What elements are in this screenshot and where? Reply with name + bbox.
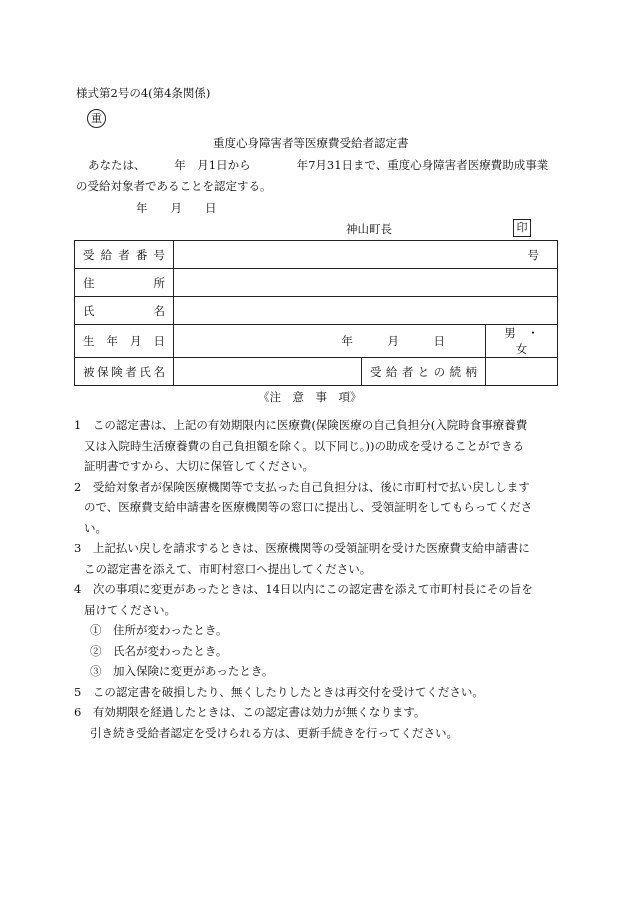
certification-line-2: の受給対象者であることを認定する。: [76, 179, 272, 193]
birthdate-label: 生年月日: [75, 325, 174, 358]
notes-list: [74, 415, 560, 743]
note-3-line-1: 3 上記払い戻しを請求するときは、医療機関等の受領証明を受けた医療費支給申請書に: [74, 541, 530, 555]
recipient-info-table: [74, 240, 558, 386]
notes-heading: 《注 意 事 項》: [258, 390, 362, 404]
note-1-line-3: 証明書ですから、大切に保管してください。: [84, 459, 314, 473]
document-title: 重度心身障害者等医療費受給者認定書: [213, 136, 409, 150]
issuer-name: 神山町長: [346, 222, 392, 236]
seal-mark: 印: [513, 219, 531, 237]
relation-label: 受給者との続柄: [362, 358, 486, 386]
certification-line-1: あなたは、 年 月1日から 年7月31日まで、重度心身障害者医療費助成事業: [88, 158, 549, 172]
note-4-item-1: ① 住所が変わったとき。: [90, 623, 228, 637]
name-label-char-1: 氏: [83, 303, 95, 318]
note-5: 5 この認定書を破損したり、無くしたりしたときは再交付を受けてください。: [74, 684, 484, 699]
address-label-char-1: 住: [83, 275, 95, 290]
note-2-line-3: い。: [84, 520, 107, 535]
note-6-line-1: 6 有効期限を経過したときは、この認定書は効力が無くなります。: [74, 705, 426, 719]
insured-name-field[interactable]: [174, 358, 362, 386]
form-number: 様式第2号の4(第4条関係): [76, 86, 211, 100]
insured-name-label: 被保険者氏名: [75, 358, 174, 386]
note-3-line-2: この認定書を添えて、市町村窓口へ提出してください。: [84, 561, 372, 576]
birthdate-field[interactable]: 年 月 日: [174, 325, 486, 358]
gender-field[interactable]: 男 ・ 女: [486, 325, 558, 358]
address-label-char-2: 所: [153, 275, 165, 290]
note-4-item-3: ③ 加入保険に変更があったとき。: [90, 664, 274, 678]
note-4-line-1: 4 次の事項に変更があったときは、14日以内にこの認定書を添えて市町村長にその旨を: [74, 582, 533, 596]
issue-date: 年 月 日: [136, 201, 217, 215]
row-birthdate: [75, 325, 558, 358]
note-1: [74, 415, 560, 477]
row-address: [75, 269, 558, 297]
recipient-number-label: 受給者番号: [75, 241, 174, 269]
row-insured: [75, 358, 558, 386]
note-4: [74, 579, 560, 682]
name-label-cell: [75, 297, 174, 325]
note-4-line-2: 届けてください。: [84, 602, 176, 617]
note-1-line-2: 又は入院時生活療養費の自己負担額を除く。以下同じ。))の助成を受けることができる: [84, 438, 524, 453]
address-label-cell: [75, 269, 174, 297]
note-4-item-2: ② 氏名が変わったとき。: [90, 643, 228, 658]
row-name: [75, 297, 558, 325]
note-3: [74, 538, 560, 579]
address-field[interactable]: [174, 269, 558, 297]
recipient-number-field[interactable]: 号: [174, 241, 558, 269]
heavy-disability-badge: 重: [87, 109, 106, 128]
note-6: [74, 702, 560, 743]
relation-field[interactable]: [486, 358, 558, 386]
note-2-line-2: ので、医療費支給申請書を医療機関等の窓口に提出し、受領証明をしてもらってくださ: [84, 500, 533, 514]
note-2-line-1: 2 受給対象者が保険医療機関等で支払った自己負担分は、後に市町村で払い戻しします: [74, 479, 530, 494]
name-label-char-2: 名: [153, 303, 165, 318]
name-field[interactable]: [174, 297, 558, 325]
note-6-line-2: 引き続き受給者認定を受けられる方は、更新手続きを行ってください。: [90, 725, 458, 740]
row-recipient-number: [75, 241, 558, 269]
note-1-line-1: 1 この認定書は、上記の有効期限内に医療費(保険医療の自己負担分(入院時食事療養費: [74, 418, 528, 432]
note-2: [74, 477, 560, 539]
